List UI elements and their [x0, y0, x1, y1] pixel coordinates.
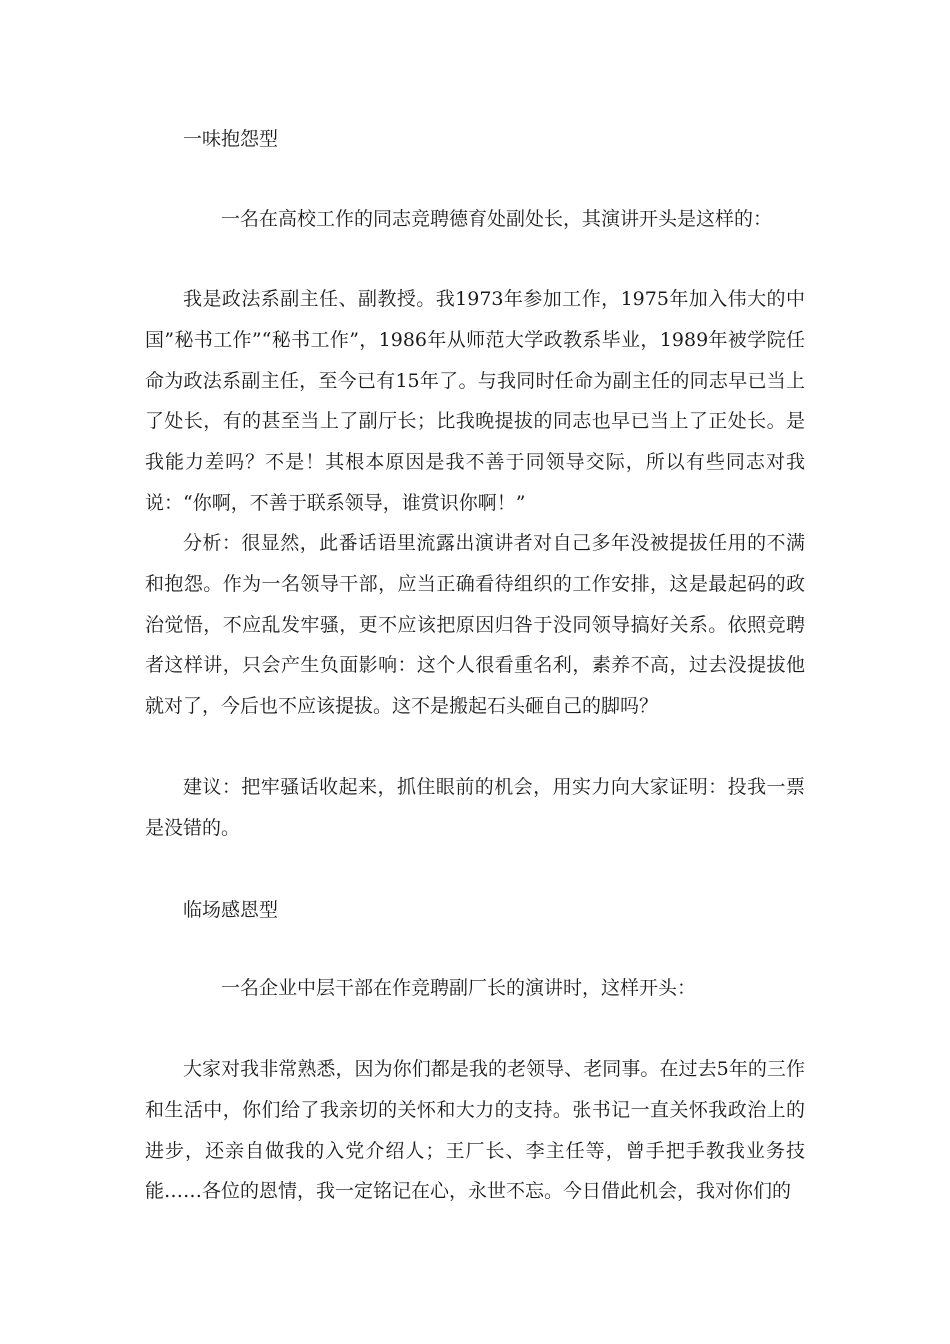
- section-heading-complaint: 一味抱怨型: [183, 128, 279, 150]
- speech-quote-gratitude: 大家对我非常熟悉，因为你们都是我的老领导、老同事。在过去5年的三作和生活中，你们给了我亲切的关怀和大力的支持。张书记一直关怀我政治上的进步，还亲自做我的入党介绍人；王厂长、李主任等，曾手把手教我业务技能……各位的恩情，我一定铭记在心，永世不忘。今日借此机会，我对你们的: [145, 1058, 805, 1203]
- advice-paragraph: 建议：把牢骚话收起来，抓住眼前的机会，用实力向大家证明：投我一票是没错的。: [145, 776, 805, 839]
- analysis-paragraph: 分析：很显然，此番话语里流露出演讲者对自己多年没被提拔任用的不满和抱怨。作为一名领导干部，应当正确看待组织的工作安排，这是最起码的政治觉悟，不应乱发牢骚，更不应该把原因归咎于没同领导搞好关系。依照竞聘者这样讲，只会产生负面影响：这个人很看重名利，素养不高，过去没提拔他就对了，今后也不应该提拔。这不是搬起石头砸自己的脚吗？: [145, 532, 805, 718]
- speech-quote-complaint: 我是政法系副主任、副教授。我1973年参加工作，1975年加入伟大的中国”秘书工作”“秘书工作”，1986年从师范大学政教系毕业，1989年被学院任命为政法系副主任，至今已有15年了。与我同时任命为副主任的同志早已当上了处长，有的甚至当上了副厅长；比我晚提拔的同志也早已当上了正处长。是我能力差吗？不是！其根本原因是我不善于同领导交际，所以有些同志对我说：“你啊，不善于联系领导，谁赏识你啊！”: [145, 288, 805, 514]
- section-heading-gratitude: 临场感恩型: [183, 899, 279, 921]
- section-intro-gratitude: 一名企业中层干部在作竞聘副厂长的演讲时，这样开头：: [221, 977, 697, 999]
- section-intro-complaint: 一名在高校工作的同志竞聘德育处副处长，其演讲开头是这样的：: [221, 208, 773, 230]
